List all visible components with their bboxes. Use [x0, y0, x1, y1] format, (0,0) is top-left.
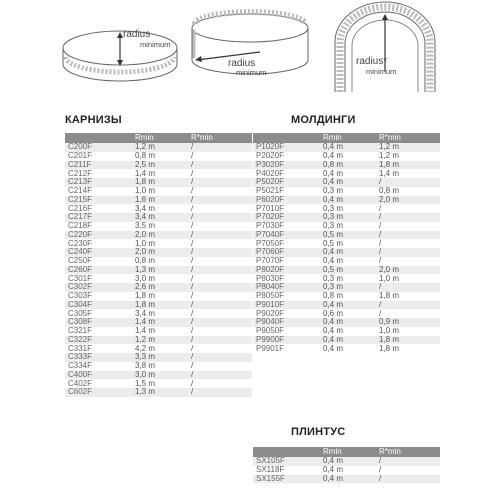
rstar-min-value: / — [376, 309, 440, 318]
table-row — [253, 239, 440, 248]
rmin-value: 0,5 m — [320, 239, 376, 248]
table-row — [253, 213, 440, 222]
table-row — [253, 344, 440, 353]
rstar-min-value: / — [376, 457, 440, 466]
product-code: P7040F — [253, 231, 320, 240]
header-rmin: Rmin — [132, 133, 188, 143]
rstar-min-value: / — [376, 178, 440, 187]
table-row — [65, 283, 252, 292]
table-row — [65, 161, 252, 170]
product-code: P7010F — [253, 204, 320, 213]
diagram-vertical-band — [192, 12, 308, 77]
rstar-min-value: / — [188, 292, 252, 301]
rmin-value: 0,4 m — [320, 301, 376, 310]
table-row — [253, 257, 440, 266]
radius-diagrams — [0, 0, 499, 96]
rstar-min-value: / — [376, 301, 440, 310]
product-code: C201F — [65, 152, 132, 161]
rstar-min-value: / — [188, 301, 252, 310]
rstar-min-value: 1,0 m — [376, 274, 440, 283]
table-row — [65, 336, 252, 345]
product-code: C301F — [65, 274, 132, 283]
rstar-min-value: 2,0 m — [376, 266, 440, 275]
cornices-title: КАРНИЗЫ — [65, 114, 122, 126]
rmin-value: 0,5 m — [320, 231, 376, 240]
rstar-min-value: 1,2 m — [376, 143, 440, 152]
rstar-min-value: / — [188, 248, 252, 257]
rstar-min-value: / — [376, 257, 440, 266]
table-row — [253, 301, 440, 310]
rmin-value: 1,8 m — [132, 178, 188, 187]
minimum-label-2: minimum — [236, 68, 267, 77]
table-row — [65, 362, 252, 371]
rmin-value: 3,3 m — [132, 353, 188, 362]
rmin-value: 0,8 m — [320, 161, 376, 170]
product-code: C218F — [65, 222, 132, 231]
product-code: C220F — [65, 231, 132, 240]
product-code: C304F — [65, 301, 132, 310]
rmin-value: 1,8 m — [132, 301, 188, 310]
rmin-value: 0,3 m — [320, 274, 376, 283]
rmin-value: 0,3 m — [320, 283, 376, 292]
table-row — [65, 196, 252, 205]
table-row — [253, 274, 440, 283]
product-code: C200F — [65, 143, 132, 152]
rstar-min-value: 1,8 m — [376, 344, 440, 353]
rmin-value: 0,4 m — [320, 178, 376, 187]
table-row — [65, 222, 252, 231]
product-code: P9010F — [253, 301, 320, 310]
rstar-min-value: / — [188, 213, 252, 222]
rmin-value: 3,4 m — [132, 213, 188, 222]
product-code: P9901F — [253, 344, 320, 353]
rstar-min-value: / — [188, 309, 252, 318]
product-code: P7060F — [253, 248, 320, 257]
product-code: P3020F — [253, 161, 320, 170]
table-row — [253, 187, 440, 196]
header-code — [253, 447, 320, 457]
rstar-min-value: / — [376, 239, 440, 248]
rmin-value: 3,4 m — [132, 204, 188, 213]
table-row — [253, 466, 440, 475]
table-row — [253, 222, 440, 231]
table-row — [253, 161, 440, 170]
rmin-value: 3,0 m — [132, 274, 188, 283]
rmin-value: 0,4 m — [320, 169, 376, 178]
table-row — [65, 292, 252, 301]
rstar-min-value: / — [188, 388, 252, 397]
product-code: C400F — [65, 371, 132, 380]
rmin-value: 1,3 m — [132, 388, 188, 397]
product-code: P1020F — [253, 143, 320, 152]
rstar-min-value: 2,0 m — [376, 196, 440, 205]
rstar-min-value: / — [376, 466, 440, 475]
rmin-value: 2,5 m — [132, 161, 188, 170]
rmin-value: 0,4 m — [320, 318, 376, 327]
product-code: P5020F — [253, 178, 320, 187]
rmin-value: 1,5 m — [132, 379, 188, 388]
product-code: P9050F — [253, 327, 320, 336]
table-row — [65, 274, 252, 283]
product-code: SX118F — [253, 466, 320, 475]
rmin-value: 2,6 m — [132, 283, 188, 292]
table-header — [253, 447, 440, 457]
product-code: C334F — [65, 362, 132, 371]
rstar-min-value: / — [188, 222, 252, 231]
product-code: SX155F — [253, 475, 320, 484]
product-code: P7030F — [253, 222, 320, 231]
table-row — [253, 292, 440, 301]
rmin-value: 1,4 m — [132, 327, 188, 336]
product-code: P7070F — [253, 257, 320, 266]
product-code: C302F — [65, 283, 132, 292]
rstar-min-value: / — [188, 344, 252, 353]
product-code: C322F — [65, 336, 132, 345]
table-row — [253, 475, 440, 484]
header-rmin: Rmin — [320, 447, 376, 457]
product-code: C305F — [65, 309, 132, 318]
table-row — [65, 301, 252, 310]
product-code: C321F — [65, 327, 132, 336]
rmin-value: 0,4 m — [320, 344, 376, 353]
diagram-arch — [335, 2, 435, 92]
product-code: C260F — [65, 266, 132, 275]
header-rstar-min: R*min — [376, 447, 440, 457]
rmin-value: 2,0 m — [132, 231, 188, 240]
table-row — [65, 266, 252, 275]
header-rstar-min: R*min — [376, 133, 440, 143]
rstar-min-value: / — [376, 283, 440, 292]
table-row — [253, 283, 440, 292]
rmin-value: 0,3 m — [320, 204, 376, 213]
cornices-table — [65, 133, 252, 397]
rmin-value: 1,8 m — [132, 292, 188, 301]
product-code: C331F — [65, 344, 132, 353]
rstar-min-value: / — [188, 379, 252, 388]
rmin-value: 0,4 m — [320, 327, 376, 336]
table-row — [65, 379, 252, 388]
table-row — [65, 248, 252, 257]
rstar-min-value: 1,2 m — [376, 152, 440, 161]
table-row — [65, 344, 252, 353]
rmin-value: 3,5 m — [132, 222, 188, 231]
table-row — [65, 309, 252, 318]
rstar-min-value: / — [188, 336, 252, 345]
radius-star-label: radius* — [356, 56, 388, 67]
product-code: P9040F — [253, 318, 320, 327]
moldings-title: МОЛДИНГИ — [291, 114, 356, 126]
rmin-value: 1,0 m — [132, 239, 188, 248]
rmin-value: 0,5 m — [320, 266, 376, 275]
table-row — [65, 257, 252, 266]
rstar-min-value: / — [188, 283, 252, 292]
table-row — [253, 248, 440, 257]
rstar-min-value: / — [188, 257, 252, 266]
table-row — [253, 196, 440, 205]
rstar-min-value: / — [188, 231, 252, 240]
header-code — [253, 133, 320, 143]
product-code: P7050F — [253, 239, 320, 248]
table-row — [65, 239, 252, 248]
rstar-min-value: 0,8 m — [376, 187, 440, 196]
rmin-value: 0,4 m — [320, 257, 376, 266]
rmin-value: 0,8 m — [320, 292, 376, 301]
table-row — [65, 371, 252, 380]
rstar-min-value: / — [188, 178, 252, 187]
product-code: C333F — [65, 353, 132, 362]
product-code: P8030F — [253, 274, 320, 283]
table-row — [253, 143, 440, 152]
product-code: P9900F — [253, 336, 320, 345]
rstar-min-value: / — [188, 362, 252, 371]
rstar-min-value: / — [188, 187, 252, 196]
product-code: P8040F — [253, 283, 320, 292]
product-code: P8050F — [253, 292, 320, 301]
product-code: C303F — [65, 292, 132, 301]
product-code: P5021F — [253, 187, 320, 196]
product-code: C216F — [65, 204, 132, 213]
rstar-min-value: 1,8 m — [376, 336, 440, 345]
table-row — [65, 169, 252, 178]
rstar-min-value: / — [188, 318, 252, 327]
rstar-min-value: / — [188, 371, 252, 380]
table-row — [253, 327, 440, 336]
product-code: P9020F — [253, 309, 320, 318]
rstar-min-value: 1,8 m — [376, 292, 440, 301]
rmin-value: 1,0 m — [132, 187, 188, 196]
rstar-min-value: / — [376, 475, 440, 484]
rmin-value: 1,4 m — [132, 169, 188, 178]
rstar-min-value: 1,0 m — [376, 327, 440, 336]
rmin-value: 0,4 m — [320, 457, 376, 466]
skirting-title: ПЛИНТУС — [291, 426, 346, 438]
table-row — [65, 143, 252, 152]
minimum-label-1: minimum — [140, 40, 171, 49]
product-code: P7020F — [253, 213, 320, 222]
rmin-value: 0,3 m — [320, 187, 376, 196]
product-code: C250F — [65, 257, 132, 266]
header-rstar-min: R*min — [188, 133, 252, 143]
minimum-label-3: minimum — [366, 67, 397, 76]
header-code — [65, 133, 132, 143]
table-row — [65, 388, 252, 397]
rstar-min-value: / — [188, 169, 252, 178]
table-row — [253, 266, 440, 275]
product-code: P6020F — [253, 196, 320, 205]
rmin-value: 1,2 m — [132, 336, 188, 345]
rmin-value: 0,4 m — [320, 248, 376, 257]
rmin-value: 0,3 m — [320, 213, 376, 222]
rmin-value: 4,2 m — [132, 344, 188, 353]
rmin-value: 0,4 m — [320, 466, 376, 475]
rmin-value: 0,4 m — [320, 152, 376, 161]
radius-label-2: radius — [228, 58, 256, 69]
rstar-min-value: / — [376, 204, 440, 213]
table-header — [253, 133, 440, 143]
rstar-min-value: / — [376, 231, 440, 240]
rstar-min-value: / — [376, 248, 440, 257]
table-row — [65, 231, 252, 240]
rmin-value: 2,0 m — [132, 248, 188, 257]
header-rmin: Rmin — [320, 133, 376, 143]
table-row — [65, 187, 252, 196]
rstar-min-value: / — [188, 239, 252, 248]
table-row — [253, 231, 440, 240]
rmin-value: 3,0 m — [132, 371, 188, 380]
rstar-min-value: 1,4 m — [376, 169, 440, 178]
rstar-min-value: / — [376, 213, 440, 222]
product-code: C230F — [65, 239, 132, 248]
rstar-min-value: / — [188, 161, 252, 170]
table-row — [65, 318, 252, 327]
rstar-min-value: / — [188, 152, 252, 161]
diagram-flat-ring — [63, 29, 177, 81]
skirting-table — [253, 447, 440, 483]
rmin-value: 1,4 m — [132, 318, 188, 327]
table-row — [253, 169, 440, 178]
rstar-min-value: / — [188, 143, 252, 152]
table-row — [65, 178, 252, 187]
product-code: P2020F — [253, 152, 320, 161]
table-row — [65, 204, 252, 213]
table-row — [253, 336, 440, 345]
table-row — [65, 327, 252, 336]
rmin-value: 0,4 m — [320, 143, 376, 152]
table-row — [253, 318, 440, 327]
table-row — [253, 152, 440, 161]
table-row — [253, 457, 440, 466]
rmin-value: 1,2 m — [132, 143, 188, 152]
product-code: P4020F — [253, 169, 320, 178]
rstar-min-value: 0,9 m — [376, 318, 440, 327]
rstar-min-value: / — [188, 353, 252, 362]
table-row — [65, 353, 252, 362]
rmin-value: 0,4 m — [320, 196, 376, 205]
rstar-min-value: / — [376, 222, 440, 231]
product-code: C211F — [65, 161, 132, 170]
rstar-min-value: 1,8 m — [376, 161, 440, 170]
rstar-min-value: / — [188, 204, 252, 213]
rmin-value: 0,8 m — [132, 152, 188, 161]
product-code: SX105F — [253, 457, 320, 466]
product-code: C402F — [65, 379, 132, 388]
rmin-value: 0,3 m — [320, 222, 376, 231]
rmin-value: 3,4 m — [132, 309, 188, 318]
product-code: C217F — [65, 213, 132, 222]
rstar-min-value: / — [188, 266, 252, 275]
product-code: C214F — [65, 187, 132, 196]
product-code: C240F — [65, 248, 132, 257]
product-code: C308F — [65, 318, 132, 327]
product-code: C212F — [65, 169, 132, 178]
product-code: C602F — [65, 388, 132, 397]
table-row — [253, 309, 440, 318]
table-row — [65, 213, 252, 222]
rstar-min-value: / — [188, 327, 252, 336]
table-row — [253, 178, 440, 187]
rstar-min-value: / — [188, 196, 252, 205]
rmin-value: 0,4 m — [320, 336, 376, 345]
rmin-value: 0,8 m — [132, 257, 188, 266]
product-code: C213F — [65, 178, 132, 187]
table-row — [65, 152, 252, 161]
radius-label-1: radius — [123, 29, 151, 40]
rmin-value: 1,3 m — [132, 266, 188, 275]
table-header — [65, 133, 252, 143]
rmin-value: 0,4 m — [320, 475, 376, 484]
rmin-value: 0,6 m — [320, 309, 376, 318]
product-code: P8020F — [253, 266, 320, 275]
rmin-value: 3,8 m — [132, 362, 188, 371]
table-row — [253, 204, 440, 213]
rstar-min-value: / — [188, 274, 252, 283]
product-code: C215F — [65, 196, 132, 205]
moldings-table — [253, 133, 440, 353]
rmin-value: 1,6 m — [132, 196, 188, 205]
